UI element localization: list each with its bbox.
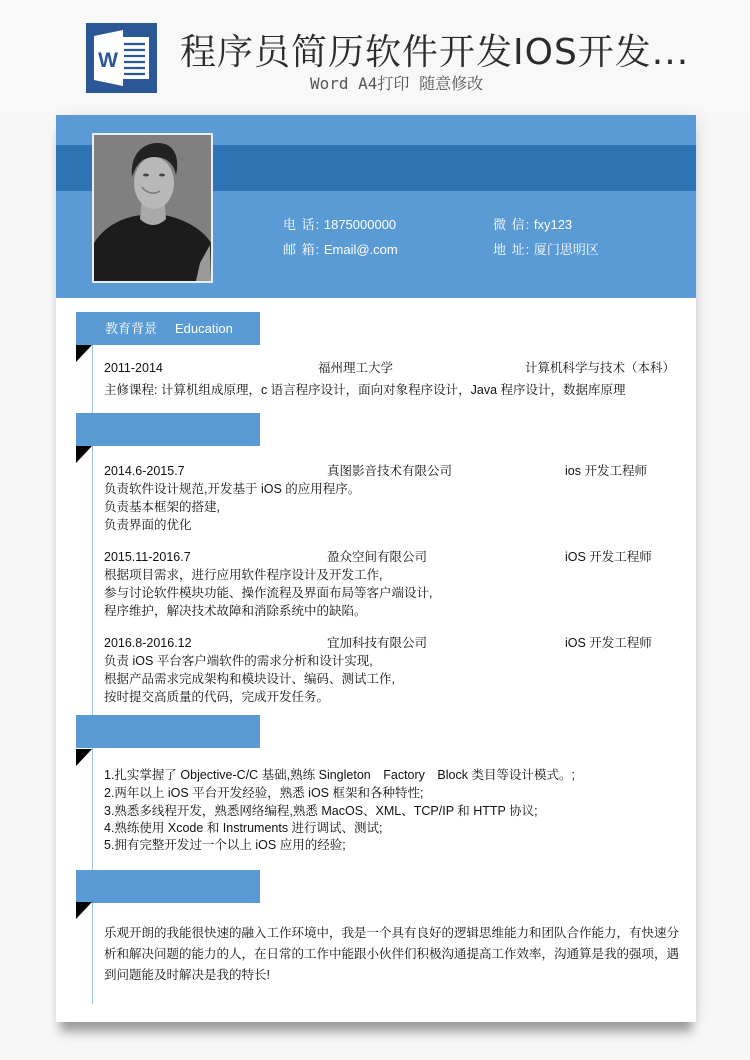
education-heading [76,312,260,345]
experience-heading [76,413,260,446]
document-subtitle: Word A4打印 随意修改 [310,74,484,93]
preview-banner [0,0,750,110]
heading-fold-triangle [76,749,92,766]
experience-position: iOS 开发工程师 [565,636,652,650]
self-evaluation-heading [76,870,260,903]
address-field [493,239,599,258]
skill-item: 4.熟练使用 Xcode 和 Instruments 进行调试、测试; [104,821,383,835]
address-label: 地 址: [493,242,531,257]
experience-duty: 负责基本框架的搭建, [104,500,220,514]
experience-duty: 负责软件设计规范,开发基于 iOS 的应用程序。 [104,482,361,496]
resume-header [56,115,696,298]
education-period: 2011-2014 [104,361,163,375]
wechat-field [493,214,572,233]
education-title-en: Education [175,321,233,336]
document-title: 程序员简历软件开发IOS开发... [180,32,690,73]
heading-fold-triangle [76,446,92,463]
experience-position: ios 开发工程师 [565,464,647,478]
svg-text:W: W [98,49,118,72]
word-icon [86,23,157,93]
experience-position: iOS 开发工程师 [565,550,652,564]
email-field [283,239,398,258]
experience-duty: 参与讨论软件模块功能、操作流程及界面布局等客户端设计, [104,586,433,600]
education-title-cn: 教育背景 [105,321,158,336]
experience-duty: 负责界面的优化 [104,518,192,532]
experience-duty: 根据项目需求，进行应用软件程序设计及开发工作, [104,568,383,582]
phone-value: 1875000000 [323,217,397,232]
education-school: 福州理工大学 [318,361,394,375]
email-value: Email@.com [323,242,398,257]
phone-field [283,214,396,233]
experience-period: 2015.11-2016.7 [104,550,191,564]
experience-period: 2016.8-2016.12 [104,636,192,650]
skill-item: 5.拥有完整开发过一个以上 iOS 应用的经验; [104,838,346,852]
experience-company: 宜加科技有限公司 [327,636,428,650]
experience-company: 盈众空间有限公司 [327,550,428,564]
skill-item: 2.两年以上 iOS 平台开发经验，熟悉 iOS 框架和各种特性; [104,786,424,800]
skills-heading [76,715,260,748]
heading-fold-triangle [76,345,92,362]
portrait-photo [92,133,213,283]
skill-item: 3.熟悉多线程开发，熟悉网络编程,熟悉 MacOS、XML、TCP/IP 和 HTTP 协议; [104,804,538,818]
wechat-value: fxy123 [533,217,573,232]
education-major: 计算机科学与技术（本科） [525,361,676,375]
address-value: 厦门思明区 [533,242,599,257]
experience-period: 2014.6-2015.7 [104,464,185,478]
resume-page [56,115,696,1022]
experience-company: 真图影音技术有限公司 [327,464,453,478]
experience-duty: 负责 iOS 平台客户端软件的需求分析和设计实现, [104,654,373,668]
experience-duty: 根据产品需求完成架构和模块设计、编码、测试工作, [104,672,395,686]
experience-duty: 程序维护，解决技术故障和消除系统中的缺陷。 [104,604,367,618]
skill-item: 1.扎实掌握了 Objective-C/C 基础,熟练 Singleton Factory Block 类目等设计模式。; [104,768,575,782]
education-courses: 主修课程: 计算机组成原理，c 语言程序设计，面向对象程序设计，Java 程序设计，数据库原理 [104,383,626,397]
heading-fold-triangle [76,902,92,919]
email-label: 邮 箱: [283,242,321,257]
self-evaluation-text: 乐观开朗的我能很快速的融入工作环境中，我是一个具有良好的逻辑思维能力和团队合作能力，有快速分析和解决问题的能力的人，在日常的工作中能跟小伙伴们积极沟通提高工作效率，沟通算是我的强项，遇到问题能及时解决是我的特长! [104,926,680,982]
experience-duty: 按时提交高质量的代码，完成开发任务。 [104,690,330,704]
phone-label: 电 话: [283,217,321,232]
wechat-label: 微 信: [493,217,531,232]
